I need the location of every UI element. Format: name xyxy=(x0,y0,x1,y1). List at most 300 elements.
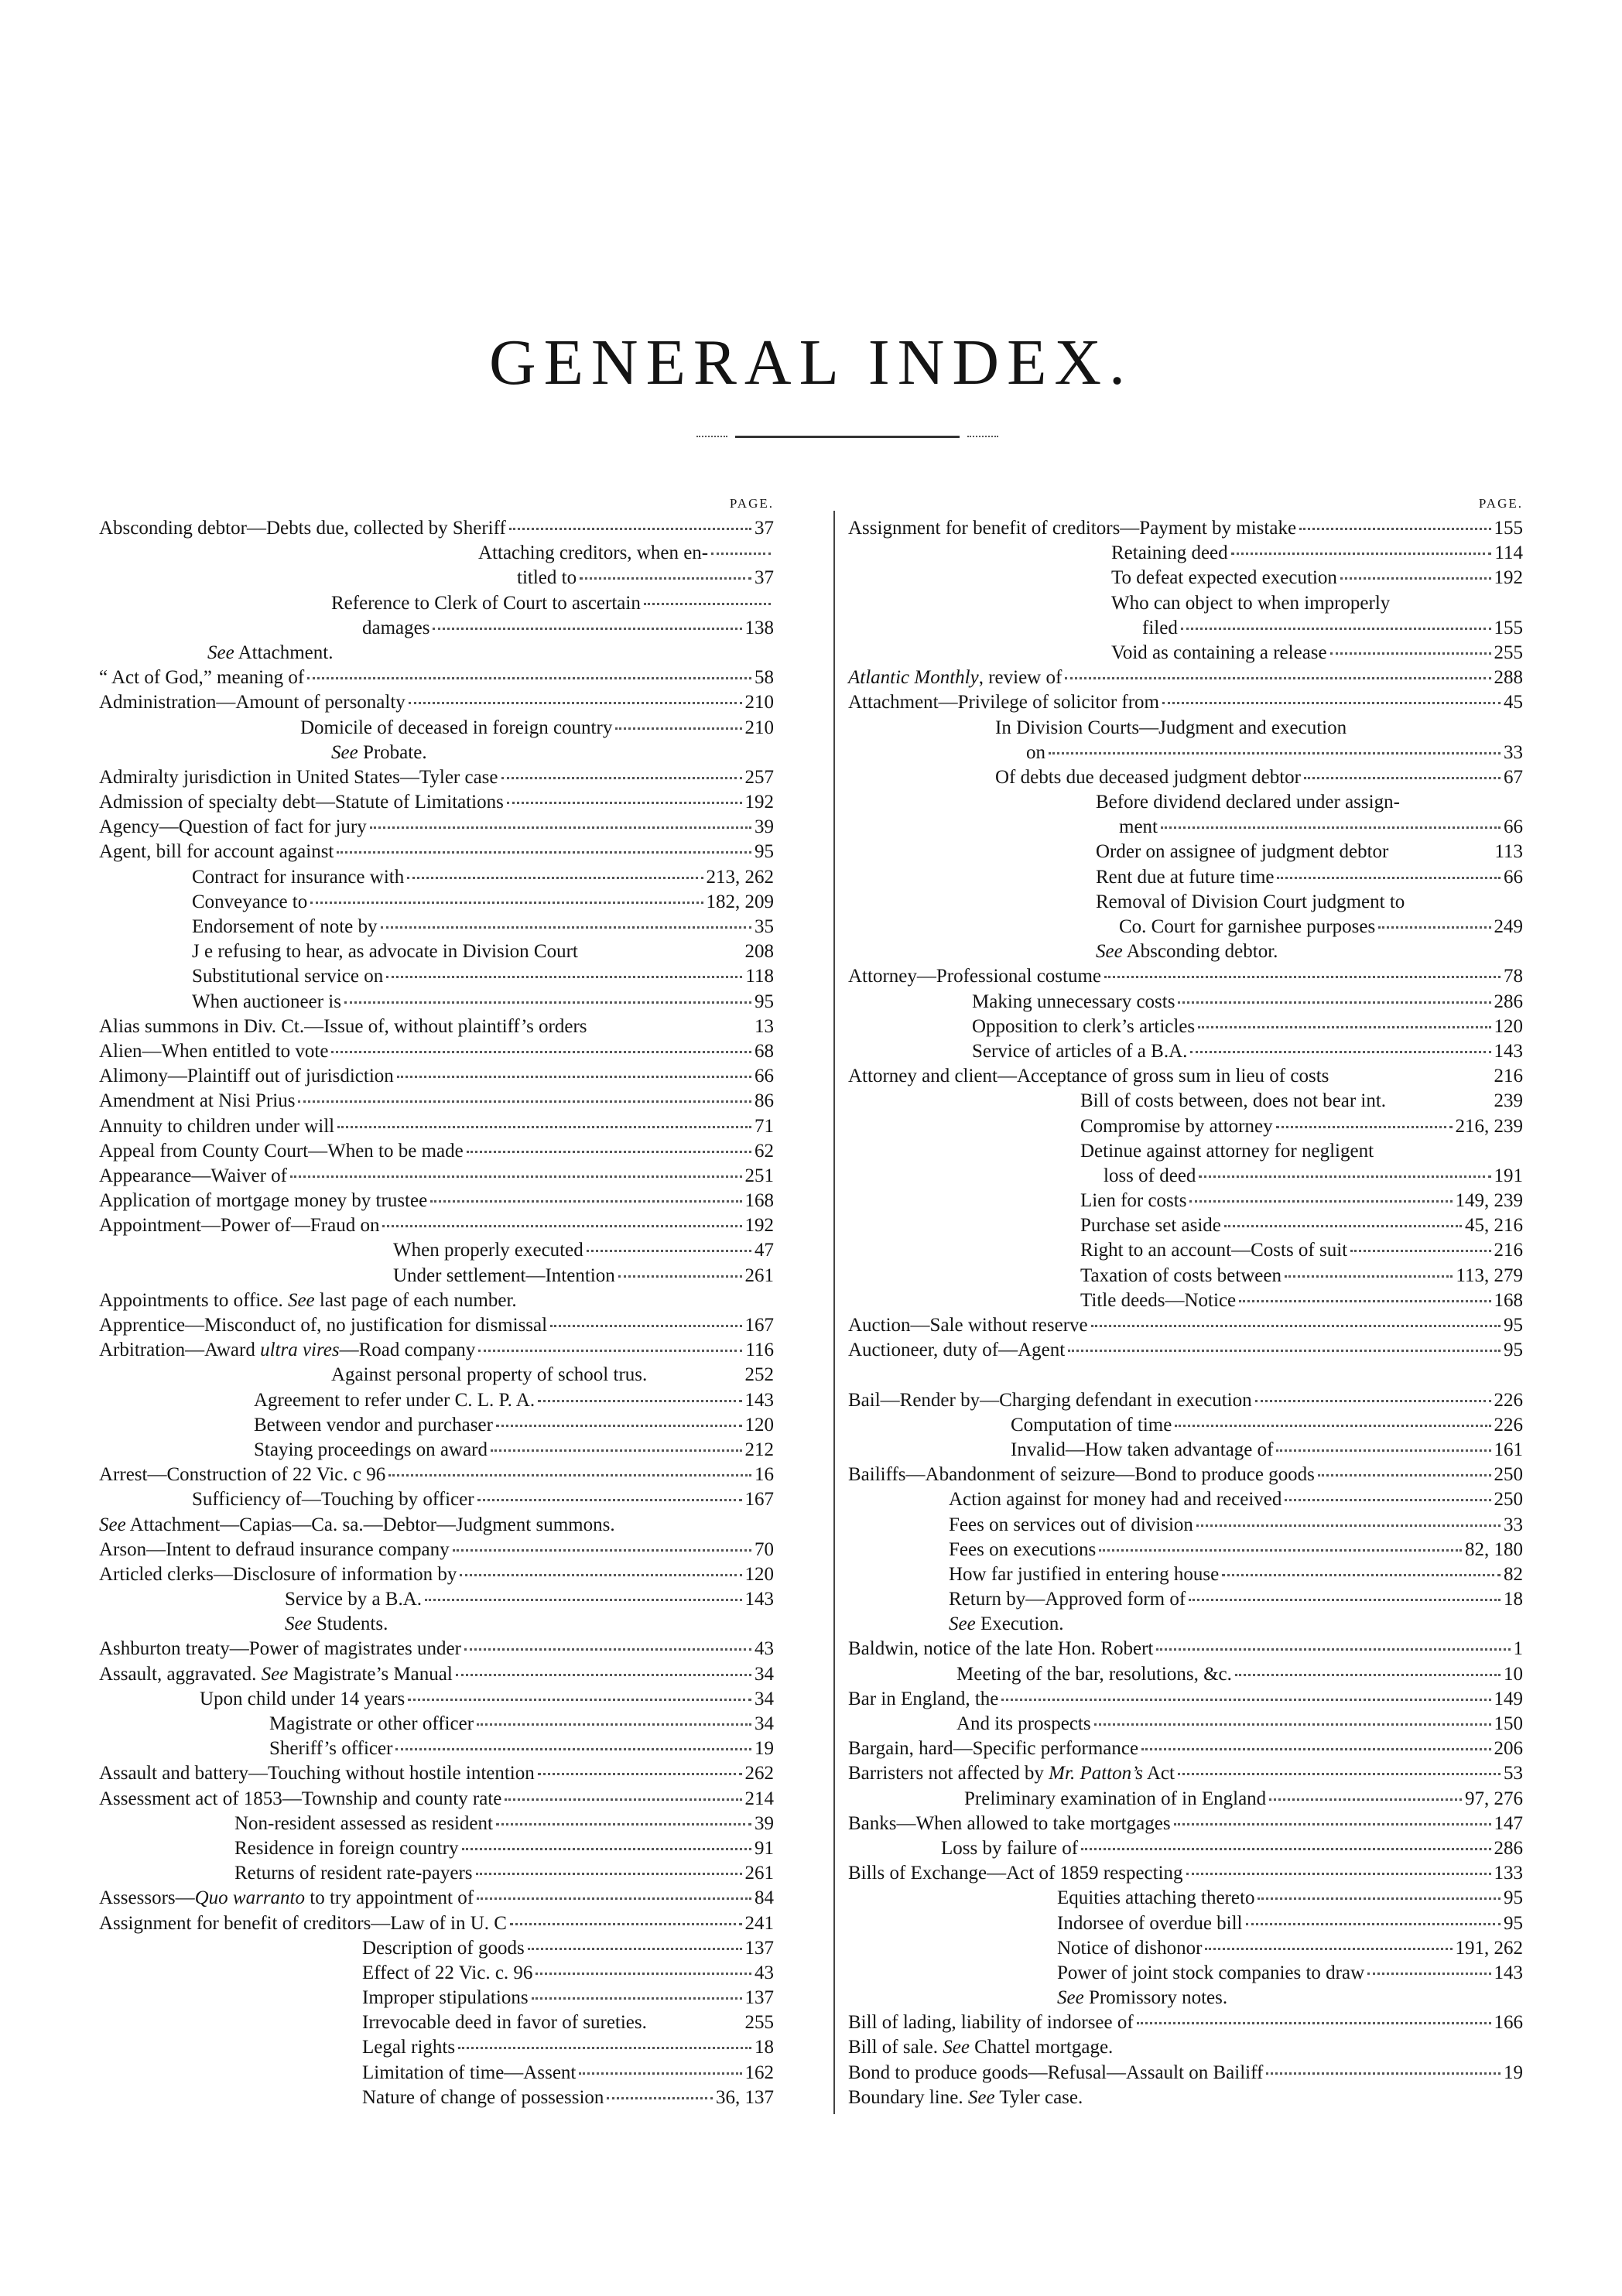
entry-page-number: 239 xyxy=(1494,1090,1523,1112)
entry-page-number: 91 xyxy=(755,1837,774,1859)
entry-text: Banks—When allowed to take mortgages xyxy=(848,1812,1171,1834)
entry-text: Appointment—Power of—Fraud on xyxy=(99,1215,380,1237)
entry-page-number: 97, 276 xyxy=(1465,1788,1523,1809)
index-entry xyxy=(848,1562,1523,1587)
leader-dots xyxy=(1161,826,1501,829)
entry-text: Attaching creditors, when en- xyxy=(478,542,709,564)
leader-dots xyxy=(477,1499,742,1501)
entry-text: Action against for money had and received xyxy=(949,1489,1282,1511)
entry-page-number: 137 xyxy=(744,1937,774,1959)
index-entry xyxy=(99,790,774,815)
leader-dots xyxy=(344,1001,751,1004)
entry-page-number: 1 xyxy=(1513,1638,1523,1660)
index-entry xyxy=(848,591,1523,616)
index-entry xyxy=(99,990,774,1015)
index-entry xyxy=(99,1787,774,1812)
entry-text: Assessors—Quo warranto to try appointment of xyxy=(99,1887,474,1909)
index-entry xyxy=(848,1114,1523,1139)
index-entry xyxy=(99,1487,774,1512)
entry-text: Application of mortgage money by trustee xyxy=(99,1190,428,1212)
entry-text: Retaining deed xyxy=(1111,542,1228,564)
leader-dots xyxy=(579,2072,741,2075)
entry-page-number: 82, 180 xyxy=(1465,1538,1523,1560)
index-entry xyxy=(848,1861,1523,1886)
entry-text: Effect of 22 Vic. c. 96 xyxy=(362,1962,533,1983)
leader-dots xyxy=(1181,628,1491,630)
entry-text: Appointments to office. See last page of each number. xyxy=(99,1289,517,1311)
entry-text: Taxation of costs between xyxy=(1080,1264,1282,1286)
entry-page-number: 95 xyxy=(755,841,774,863)
index-entry xyxy=(848,1164,1523,1189)
entry-page-number: 191, 262 xyxy=(1455,1937,1523,1959)
entry-page-number: 86 xyxy=(755,1090,774,1112)
leader-dots xyxy=(382,1225,741,1227)
entry-text: Irrevocable deed in favor of sureties. xyxy=(362,2012,647,2034)
entry-page-number: 70 xyxy=(755,1538,774,1560)
entry-text: Assessment act of 1853—Township and county rate xyxy=(99,1788,502,1809)
index-entry xyxy=(99,1438,774,1463)
entry-text: on xyxy=(1026,741,1045,763)
entry-text: Articled clerks—Disclosure of information by xyxy=(99,1563,457,1585)
index-entry xyxy=(848,790,1523,815)
index-entry xyxy=(848,2010,1523,2035)
entry-text: Bailiffs—Abandonment of seizure—Bond to produce goods xyxy=(848,1464,1315,1486)
entry-text: See Probate. xyxy=(331,741,427,763)
index-entry xyxy=(848,1662,1523,1687)
entry-page-number: 120 xyxy=(744,1563,774,1585)
entry-page-number: 113, 279 xyxy=(1456,1264,1523,1286)
index-entry xyxy=(99,1015,774,1039)
leader-dots xyxy=(1141,1748,1490,1750)
index-entry xyxy=(848,1637,1523,1661)
entry-text: How far justified in entering house xyxy=(949,1563,1220,1585)
leader-dots xyxy=(501,777,742,779)
entry-page-number: 62 xyxy=(755,1140,774,1162)
entry-text: Co. Court for garnishee purposes xyxy=(1119,916,1376,937)
page-column-header: PAGE. xyxy=(729,496,774,511)
index-entry xyxy=(848,1587,1523,1612)
index-entry xyxy=(99,1812,774,1836)
leader-dots xyxy=(307,677,751,679)
leader-dots xyxy=(1285,1499,1490,1501)
leader-dots xyxy=(1231,553,1492,555)
index-entry xyxy=(99,516,774,541)
entry-page-number: 19 xyxy=(1504,2062,1523,2083)
entry-text: Assault and battery—Touching without hostile intention xyxy=(99,1763,535,1784)
entry-text: And its prospects xyxy=(956,1713,1091,1734)
index-entry xyxy=(99,1164,774,1189)
index-entry xyxy=(848,1761,1523,1786)
index-entry xyxy=(99,1238,774,1263)
entry-text: Loss by failure of xyxy=(941,1837,1079,1859)
entry-text: Apprentice—Misconduct of, no justification for dismissal xyxy=(99,1315,548,1336)
index-entry xyxy=(99,1089,774,1114)
index-entry xyxy=(848,815,1523,840)
entry-text: Sufficiency of—Touching by officer xyxy=(192,1489,474,1511)
index-entry xyxy=(99,2061,774,2086)
entry-page-number: 95 xyxy=(1504,1912,1523,1934)
entry-page-number: 191 xyxy=(1494,1165,1523,1186)
entry-page-number: 210 xyxy=(744,692,774,713)
index-entry xyxy=(848,1986,1523,2010)
index-entry xyxy=(99,1213,774,1238)
leader-dots xyxy=(1178,1001,1490,1004)
index-entry xyxy=(99,890,774,915)
leader-dots xyxy=(1001,1699,1490,1701)
entry-text: Barristers not affected by Mr. Patton’s Act xyxy=(848,1763,1175,1784)
leader-dots xyxy=(1239,1300,1490,1302)
entry-text: Assignment for benefit of creditors—Payment by mistake xyxy=(848,518,1297,539)
leader-dots xyxy=(290,1175,742,1178)
entry-text: Lien for costs xyxy=(1080,1190,1187,1212)
entry-text: ment xyxy=(1119,816,1158,838)
index-entry xyxy=(848,840,1523,864)
index-entry xyxy=(99,1687,774,1712)
entry-page-number: 35 xyxy=(755,916,774,937)
entry-page-number: 58 xyxy=(755,667,774,689)
entry-text: Title deeds—Notice xyxy=(1080,1289,1237,1311)
entry-page-number: 95 xyxy=(1504,1887,1523,1909)
index-entry xyxy=(848,915,1523,939)
leader-dots xyxy=(388,1474,751,1476)
entry-page-number: 143 xyxy=(744,1389,774,1411)
entry-page-number: 167 xyxy=(744,1489,774,1511)
leader-dots xyxy=(456,1674,751,1676)
index-entry xyxy=(848,1463,1523,1487)
index-entry xyxy=(848,2086,1523,2110)
leader-dots xyxy=(1186,1873,1491,1875)
leader-dots xyxy=(476,1873,742,1875)
entry-page-number: 251 xyxy=(744,1165,774,1186)
entry-text: When properly executed xyxy=(393,1240,583,1261)
index-entry xyxy=(99,666,774,690)
index-entry xyxy=(848,566,1523,590)
leader-dots xyxy=(550,1325,741,1327)
entry-text: J e refusing to hear, as advocate in Division Court xyxy=(192,941,578,963)
entry-text: Removal of Division Court judgment to xyxy=(1096,891,1405,912)
index-entry xyxy=(848,1961,1523,1986)
index-entry xyxy=(848,1936,1523,1961)
entry-text: Conveyance to xyxy=(192,891,308,912)
leader-dots xyxy=(1350,1250,1490,1252)
entry-text: Appearance—Waiver of xyxy=(99,1165,287,1186)
leader-dots xyxy=(331,1051,751,1053)
leader-dots xyxy=(1156,1648,1510,1651)
leader-dots xyxy=(1196,1524,1501,1527)
entry-text: Annuity to children under will xyxy=(99,1115,335,1137)
leader-dots xyxy=(1068,1350,1501,1352)
entry-page-number: 182, 209 xyxy=(706,891,774,912)
index-entry xyxy=(848,2061,1523,2086)
leader-dots xyxy=(1049,752,1501,754)
entry-page-number: 18 xyxy=(1504,1589,1523,1610)
leader-dots xyxy=(397,1076,751,1078)
leader-dots xyxy=(505,1798,741,1801)
entry-text: Bail—Render by—Charging defendant in execution xyxy=(848,1389,1252,1411)
index-entry xyxy=(99,840,774,864)
entry-page-number: 286 xyxy=(1494,991,1523,1012)
entry-text: Attachment—Privilege of solicitor from xyxy=(848,692,1159,713)
index-entry xyxy=(99,2010,774,2035)
entry-text: Contract for insurance with xyxy=(192,866,405,888)
entry-text: Making unnecessary costs xyxy=(972,991,1175,1012)
entry-page-number: 120 xyxy=(1494,1015,1523,1037)
entry-page-number: 206 xyxy=(1494,1738,1523,1760)
leader-dots xyxy=(528,1948,742,1950)
leader-dots xyxy=(386,976,742,978)
entry-page-number: 150 xyxy=(1494,1713,1523,1734)
entry-text: Bond to produce goods—Refusal—Assault on Bailiff xyxy=(848,2062,1264,2083)
entry-text: Amendment at Nisi Prius xyxy=(99,1090,296,1112)
leader-dots xyxy=(395,1748,751,1750)
index-entry xyxy=(848,1288,1523,1313)
entry-page-number: 66 xyxy=(1504,816,1523,838)
index-entry xyxy=(848,716,1523,741)
entry-page-number: 82 xyxy=(1504,1563,1523,1585)
leader-dots xyxy=(1258,1897,1501,1900)
entry-page-number: 47 xyxy=(755,1240,774,1261)
entry-text: See Attachment—Capias—Ca. sa.—Debtor—Judgment summons. xyxy=(99,1514,615,1535)
index-entry xyxy=(848,1139,1523,1164)
index-entry xyxy=(99,1388,774,1413)
entry-text: Opposition to clerk’s articles xyxy=(972,1015,1196,1037)
entry-text: Alien—When entitled to vote xyxy=(99,1040,329,1062)
leader-dots xyxy=(462,1848,752,1850)
index-entry xyxy=(99,1637,774,1661)
entry-text: Indorsee of overdue bill xyxy=(1057,1912,1243,1934)
entry-text: Arrest—Construction of 22 Vic. c 96 xyxy=(99,1464,386,1486)
leader-dots xyxy=(453,1549,751,1552)
entry-text: Agreement to refer under C. L. P. A. xyxy=(254,1389,536,1411)
leader-dots xyxy=(538,1773,742,1775)
leader-dots xyxy=(1246,1923,1501,1925)
entry-page-number: 161 xyxy=(1494,1439,1523,1460)
index-entry xyxy=(848,1787,1523,1812)
leader-dots xyxy=(408,1699,751,1701)
entry-text: damages xyxy=(362,617,430,638)
entry-page-number: 226 xyxy=(1494,1414,1523,1435)
leader-dots xyxy=(478,1350,742,1352)
index-entry xyxy=(99,1961,774,1986)
entry-text: Reference to Clerk of Court to ascertain xyxy=(331,592,641,614)
page-title: GENERAL INDEX. xyxy=(488,327,1134,399)
leader-dots xyxy=(536,1973,751,1975)
index-entry xyxy=(99,865,774,890)
entry-text: Equities attaching thereto xyxy=(1057,1887,1255,1909)
index-entry xyxy=(848,1812,1523,1836)
entry-page-number: 39 xyxy=(755,1812,774,1834)
index-entry xyxy=(99,1413,774,1438)
entry-text: Nature of change of possession xyxy=(362,2086,604,2108)
leader-dots xyxy=(1081,1848,1490,1850)
index-entry xyxy=(848,1015,1523,1039)
leader-dots xyxy=(644,603,771,605)
leader-dots xyxy=(409,702,742,704)
index-entry xyxy=(99,1911,774,1936)
leader-dots xyxy=(1224,1225,1462,1227)
index-entry xyxy=(848,1612,1523,1637)
entry-page-number: 143 xyxy=(1494,1040,1523,1062)
leader-dots xyxy=(310,902,703,904)
index-entry xyxy=(848,1363,1523,1388)
entry-page-number: 192 xyxy=(744,1215,774,1237)
leader-dots xyxy=(1189,1200,1452,1203)
leader-dots xyxy=(1277,877,1501,879)
index-entry xyxy=(99,1513,774,1538)
entry-page-number: 149 xyxy=(1494,1688,1523,1709)
leader-dots xyxy=(1104,976,1501,978)
entry-text: Legal rights xyxy=(362,2037,456,2058)
index-entry xyxy=(99,1264,774,1288)
entry-text: Bill of lading, liability of indorsee of xyxy=(848,2012,1134,2034)
entry-page-number: 162 xyxy=(744,2062,774,2083)
entry-page-number: 71 xyxy=(755,1115,774,1137)
leader-dots xyxy=(1137,2022,1491,2024)
index-entry xyxy=(848,1836,1523,1861)
entry-page-number: 66 xyxy=(1504,866,1523,888)
entry-page-number: 120 xyxy=(744,1414,774,1435)
index-entry xyxy=(99,939,774,964)
leader-dots xyxy=(298,1100,751,1103)
entry-text: Ashburton treaty—Power of magistrates under xyxy=(99,1638,461,1660)
entry-text: Returns of resident rate-payers xyxy=(234,1863,473,1884)
index-entry xyxy=(848,1189,1523,1213)
leader-dots xyxy=(458,2047,751,2049)
entry-page-number: 39 xyxy=(755,816,774,838)
entry-page-number: 216 xyxy=(1494,1240,1523,1261)
index-entry xyxy=(848,1213,1523,1238)
entry-text: Arbitration—Award ultra vires—Road company xyxy=(99,1340,476,1361)
leader-dots xyxy=(1099,1549,1462,1552)
entry-text: Service of articles of a B.A. xyxy=(972,1040,1188,1062)
index-entry xyxy=(848,1338,1523,1363)
entry-text: When auctioneer is xyxy=(192,991,341,1012)
leader-dots xyxy=(433,628,741,630)
entry-text: loss of deed xyxy=(1104,1165,1196,1186)
index-entry xyxy=(848,1238,1523,1263)
entry-page-number: 249 xyxy=(1494,916,1523,937)
entry-text: Boundary line. See Tyler case. xyxy=(848,2086,1083,2108)
index-entry xyxy=(99,1064,774,1089)
entry-text: Power of joint stock companies to draw xyxy=(1057,1962,1365,1983)
entry-page-number: 95 xyxy=(755,991,774,1012)
leader-dots xyxy=(1199,1175,1490,1178)
index-entry xyxy=(848,1886,1523,1911)
index-entry xyxy=(848,1039,1523,1064)
index-entry xyxy=(848,1687,1523,1712)
leader-dots xyxy=(491,1449,741,1452)
entry-text: To defeat expected execution xyxy=(1111,567,1337,589)
entry-text: Void as containing a release xyxy=(1111,642,1327,663)
index-entry xyxy=(99,2086,774,2110)
entry-text: Service by a B.A. xyxy=(285,1589,423,1610)
entry-page-number: 255 xyxy=(1494,642,1523,663)
entry-page-number: 45 xyxy=(1504,692,1523,713)
leader-dots xyxy=(381,926,751,929)
leader-dots xyxy=(587,1250,751,1252)
entry-text: Who can object to when improperly xyxy=(1111,592,1391,614)
leader-dots xyxy=(1174,1823,1491,1826)
entry-page-number: 37 xyxy=(755,567,774,589)
entry-text: Sheriff’s officer xyxy=(269,1738,393,1760)
entry-page-number: 68 xyxy=(755,1040,774,1062)
index-entry xyxy=(99,915,774,939)
leader-dots xyxy=(1285,1275,1453,1278)
index-entry xyxy=(848,1487,1523,1512)
entry-text: Meeting of the bar, resolutions, &c. xyxy=(956,1663,1232,1685)
entry-page-number: 214 xyxy=(744,1788,774,1809)
index-entry xyxy=(99,716,774,741)
entry-text: Under settlement—Intention xyxy=(393,1264,615,1286)
entry-page-number: 143 xyxy=(1494,1962,1523,1983)
index-entry xyxy=(99,2035,774,2060)
index-entry xyxy=(848,1264,1523,1288)
index-entry xyxy=(99,1139,774,1164)
leader-dots xyxy=(1340,577,1491,580)
leader-dots xyxy=(477,1723,751,1726)
index-entry xyxy=(848,1064,1523,1089)
index-entry xyxy=(848,1388,1523,1413)
index-entry xyxy=(99,1612,774,1637)
entry-page-number: 149, 239 xyxy=(1455,1190,1523,1212)
entry-page-number: 250 xyxy=(1494,1464,1523,1486)
leader-dots xyxy=(1330,652,1491,655)
entry-page-number: 133 xyxy=(1494,1863,1523,1884)
entry-text: Order on assignee of judgment debtor xyxy=(1096,841,1389,863)
entry-text: Of debts due deceased judgment debtor xyxy=(995,766,1302,788)
leader-dots xyxy=(1178,1773,1501,1775)
leader-dots xyxy=(1318,1474,1491,1476)
page-column-header: PAGE. xyxy=(1478,496,1523,511)
index-entry xyxy=(99,1288,774,1313)
index-entry xyxy=(99,765,774,790)
leader-dots xyxy=(477,1897,751,1900)
entry-text: Bill of costs between, does not bear int. xyxy=(1080,1090,1387,1112)
leader-dots xyxy=(1190,1051,1490,1053)
leader-dots xyxy=(532,1997,742,2000)
leader-dots xyxy=(1094,1723,1491,1726)
index-entry xyxy=(99,690,774,715)
entry-text: Agent, bill for account against xyxy=(99,841,334,863)
entry-text: Computation of time xyxy=(1011,1414,1172,1435)
index-entry xyxy=(99,1587,774,1612)
entry-text: Bar in England, the xyxy=(848,1688,999,1709)
leader-dots xyxy=(1198,1026,1490,1028)
leader-dots xyxy=(1276,1449,1490,1452)
leader-dots xyxy=(430,1200,741,1203)
index-entry xyxy=(848,1538,1523,1562)
leader-dots xyxy=(1269,1798,1462,1801)
entry-text: Residence in foreign country xyxy=(234,1837,459,1859)
index-entry xyxy=(99,1737,774,1761)
entry-text: Baldwin, notice of the late Hon. Robert xyxy=(848,1638,1154,1660)
leader-dots xyxy=(607,2097,713,2099)
index-entry xyxy=(99,1886,774,1911)
entry-page-number: 53 xyxy=(1504,1763,1523,1784)
column-divider xyxy=(833,511,835,2114)
leader-dots xyxy=(370,826,751,829)
entry-text: Administration—Amount of personalty xyxy=(99,692,406,713)
entry-text: Appeal from County Court—When to be made xyxy=(99,1140,464,1162)
entry-text: See Attachment. xyxy=(207,642,334,663)
entry-text: filed xyxy=(1142,617,1178,638)
entry-page-number: 19 xyxy=(755,1738,774,1760)
entry-text: Assignment for benefit of creditors—Law of in U. C xyxy=(99,1912,507,1934)
entry-page-number: 166 xyxy=(1494,2012,1523,2034)
entry-page-number: 43 xyxy=(755,1638,774,1660)
index-entry xyxy=(848,890,1523,915)
leader-dots xyxy=(1091,1325,1501,1327)
